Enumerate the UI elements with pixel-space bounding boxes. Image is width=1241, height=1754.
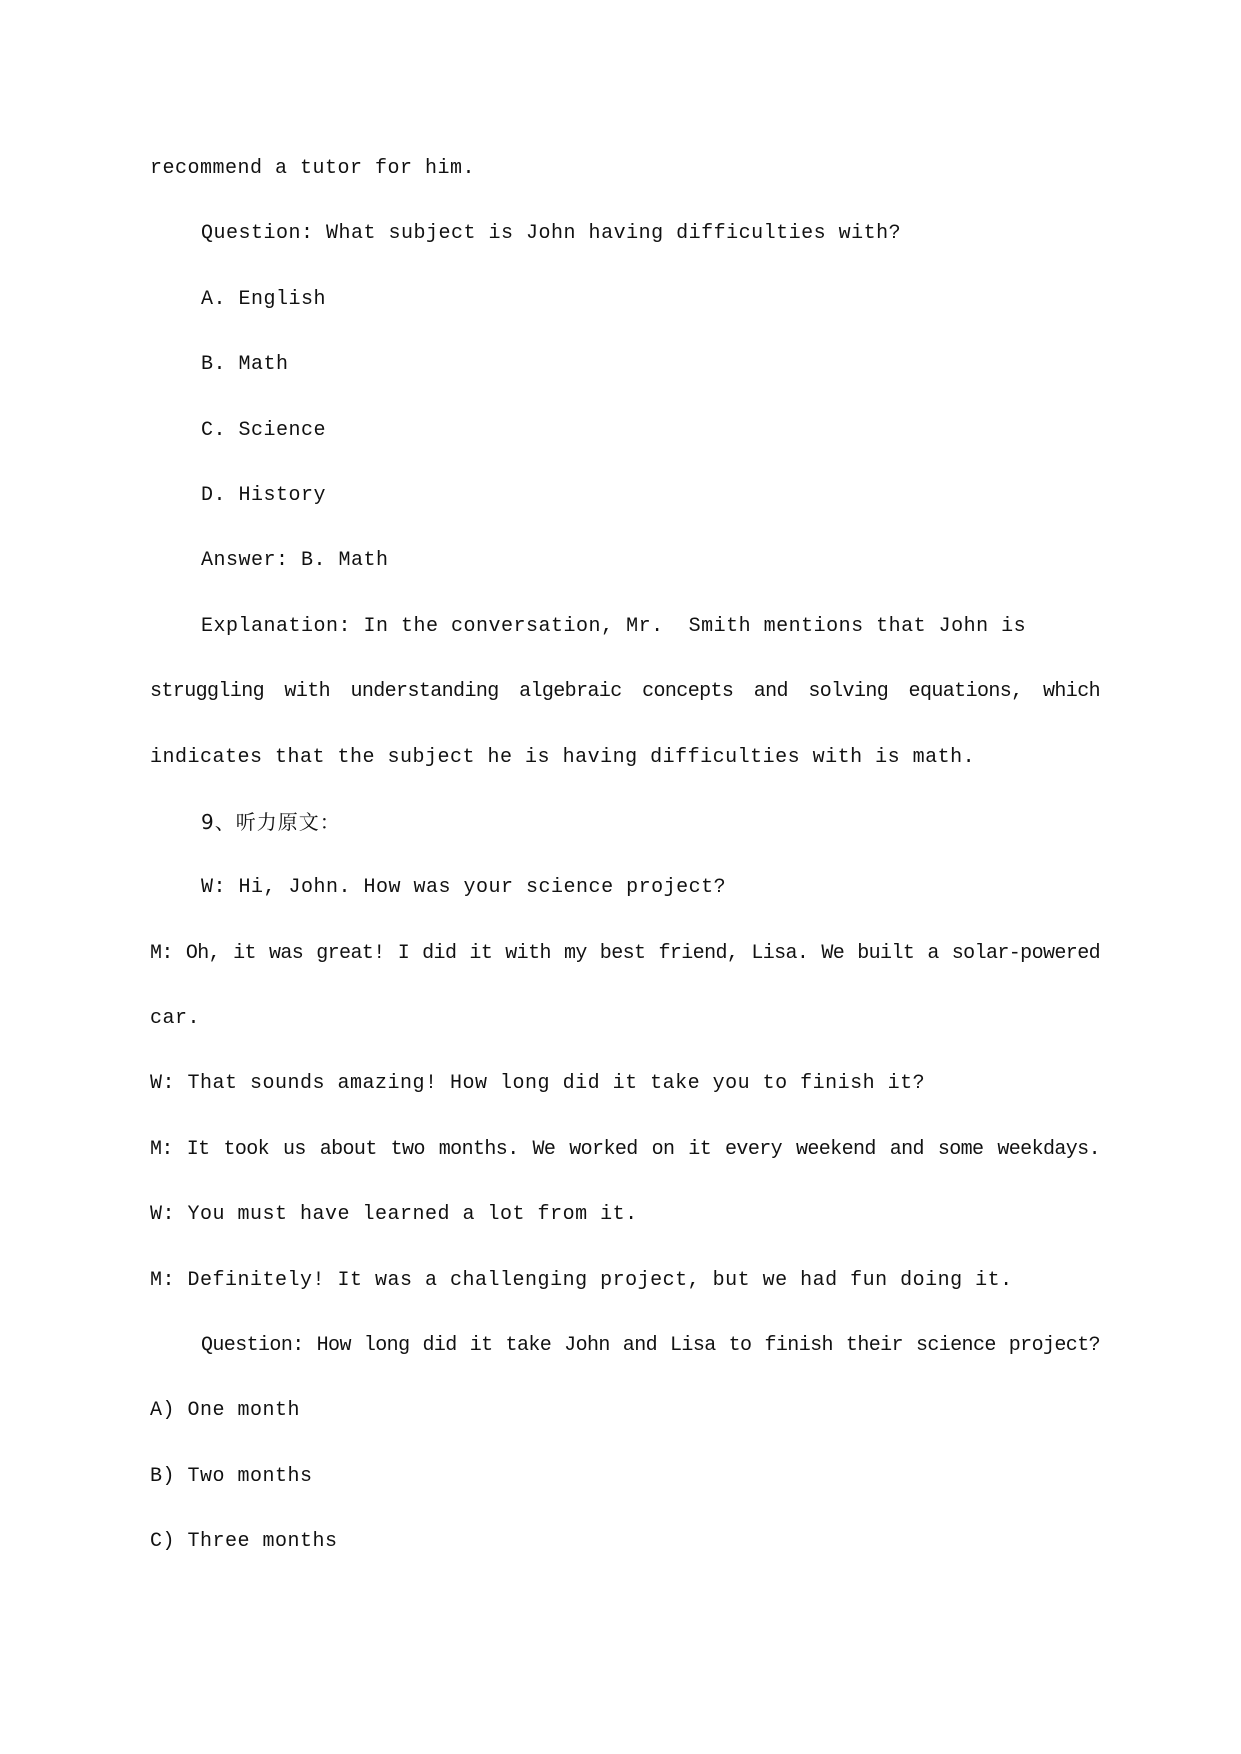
- question-8-answer: Answer: B. Math: [201, 549, 389, 573]
- question-9-option-b: B) Two months: [150, 1464, 313, 1488]
- document-page: [0, 136, 1241, 1575]
- dialogue-line: W: Hi, John. How was your science project?: [201, 876, 727, 900]
- question-8-explanation-line: struggling with understanding algebraic concepts and solving equations, which: [150, 680, 1100, 704]
- dialogue-line: M: Definitely! It was a challenging project, but we had fun doing it.: [150, 1268, 1013, 1292]
- question-8-option-b: B. Math: [201, 353, 289, 377]
- question-8-option-c: C. Science: [201, 418, 327, 442]
- dialogue-line: M: Oh, it was great! I did it with my best friend, Lisa. We built a solar-powered: [150, 941, 1100, 965]
- dialogue-line: car.: [150, 1007, 201, 1031]
- question-9-option-a: A) One month: [150, 1399, 301, 1423]
- dialogue-line: M: It took us about two months. We worked on it every weekend and some weekdays.: [150, 1137, 1100, 1161]
- question-8-option-d: D. History: [201, 483, 327, 507]
- question-9-option-c: C) Three months: [150, 1530, 338, 1554]
- paragraph-continuation: recommend a tutor for him.: [150, 157, 476, 180]
- dialogue-line: W: You must have learned a lot from it.: [150, 1203, 638, 1227]
- question-9-heading: 9、听力原文：: [201, 809, 341, 834]
- question-8-explanation-line: indicates that the subject he is having difficulties with is math.: [150, 745, 976, 769]
- question-9-text: Question: How long did it take John and Lisa to finish their science project?: [201, 1334, 1100, 1358]
- question-8-option-a: A. English: [201, 287, 327, 311]
- question-8-explanation-line: Explanation: In the conversation, Mr. Smith mentions that John is: [201, 614, 1027, 638]
- question-8-text: Question: What subject is John having difficulties with?: [201, 222, 902, 246]
- dialogue-line: W: That sounds amazing! How long did it take you to finish it?: [150, 1072, 926, 1096]
